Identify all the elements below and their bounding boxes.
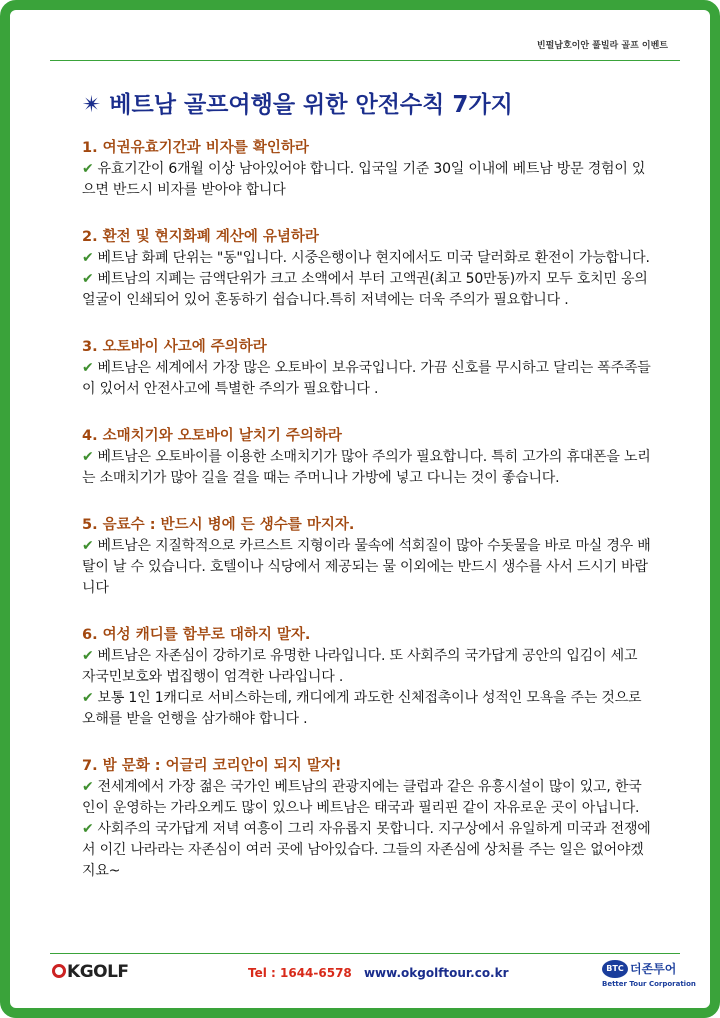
header-text: 빈펄남호이안 풀빌라 골프 이벤트 [536,41,668,51]
section-2 [82,227,654,311]
section-item [82,777,654,819]
section-title: 6. 여성 캐디를 함부로 대하지 말자. [82,627,311,643]
section-4 [82,426,654,489]
section-title: 1. 여권유효기간과 비자를 확인하라 [82,140,309,156]
section-5 [82,515,654,599]
section-title: 3. 오토바이 사고에 주의하라 [82,339,267,355]
section-item [82,159,654,201]
section-title: 2. 환전 및 현지화폐 계산에 유념하라 [82,229,319,245]
check-icon: ✔ [82,648,94,664]
item-text: 전세계에서 가장 젊은 국가인 베트남의 관광지에는 클럽과 같은 유흥시설이 많이 있고, 한국인이 운영하는 가라오케도 많이 있으나 베트남은 태국과 필리핀 같이 자유로운 곳이 아닙니다. [82,779,642,816]
check-icon: ✔ [82,779,94,795]
btc-subtitle: Better Tour Corporation [602,979,696,988]
content-area [82,138,654,908]
item-text: 베트남은 세계에서 가장 많은 오토바이 보유국입니다. 가끔 신호를 무시하고 달리는 폭주족들이 있어서 안전사고에 특별한 주의가 필요합니다 . [82,360,651,397]
item-text: 베트남의 지폐는 금액단위가 크고 소액에서 부터 고액권(최고 50만동)까지 모두 호치민 옹의 얼굴이 인쇄되어 있어 혼동하기 쉽습니다.특히 저녁에는 더욱 주의가 필요합니다 . [82,271,648,308]
check-icon: ✔ [82,821,94,837]
section-7 [82,756,654,882]
btc-badge: BTC [602,960,628,978]
star-icon: ✴ [82,92,102,118]
section-item [82,447,654,489]
item-text: 유효기간이 6개월 이상 남아있어야 합니다. 입국일 기준 30일 이내에 베트남 방문 경험이 있으면 반드시 비자를 받아야 합니다 [82,161,646,198]
item-text: 베트남은 오토바이를 이용한 소매치기가 많아 주의가 필요합니다. 특히 고가의 휴대폰을 노리는 소매치기가 많아 길을 걸을 때는 주머니나 가방에 넣고 다니는 것이 좋습니다. [82,449,651,486]
section-item [82,819,654,882]
item-text: 사회주의 국가답게 저녁 여흥이 그리 자유롭지 못합니다. 지구상에서 유일하게 미국과 전쟁에서 이긴 나라라는 자존심이 여러 곳에 남아있습다. 그들의 자존심에 상처를 주는 일은 없어야겠지요~ [82,821,651,879]
section-6 [82,625,654,730]
page-title-text: 베트남 골프여행을 위한 안전수칙 7가지 [109,92,513,118]
header-divider [50,60,680,61]
item-text: 베트남 화폐 단위는 "동"입니다. 시중은행이나 현지에서도 미국 달러화로 환전이 가능합니다. [97,250,650,266]
item-text: 베트남은 자존심이 강하기로 유명한 나라입니다. 또 사회주의 국가답게 공안의 입김이 세고 자국민보호와 법집행이 엄격한 나라입니다 . [82,648,638,685]
item-text: 베트남은 지질학적으로 카르스트 지형이라 물속에 석회질이 많아 수돗물을 바로 마실 경우 배탈이 날 수 있습니다. 호텔이나 식당에서 제공되는 물 이외에는 반드시 생수를 사서 드시기 바랍니다 [82,538,651,596]
page-title [82,86,513,119]
check-icon: ✔ [82,271,94,287]
section-item [82,358,654,400]
okgolf-logo [52,962,129,982]
btc-logo [602,958,696,988]
btc-name: 더존투어 [630,962,677,976]
contact-info [248,966,509,980]
logo-ok-letter: K [67,962,80,982]
section-1 [82,138,654,201]
check-icon: ✔ [82,449,94,465]
section-item [82,269,654,311]
check-icon: ✔ [82,690,94,706]
section-item [82,536,654,599]
check-icon: ✔ [82,161,94,177]
item-text: 보통 1인 1캐디로 서비스하는데, 캐디에게 과도한 신체접촉이나 성적인 모욕을 주는 것으로 오해를 받을 언행을 삼가해야 합니다 . [82,690,642,727]
logo-golf-text: GOLF [79,962,129,982]
section-title: 5. 음료수 : 반드시 병에 든 생수를 마지자. [82,517,355,533]
section-title: 7. 밤 문화 : 어글리 코리안이 되지 말자! [82,758,342,774]
section-item [82,688,654,730]
website-link[interactable]: www.okgolftour.co.kr [363,966,509,980]
logo-ring-icon [52,964,66,978]
check-icon: ✔ [82,538,94,554]
tel-text: Tel : 1644-6578 [248,966,352,980]
section-3 [82,337,654,400]
section-title: 4. 소매치기와 오토바이 날치기 주의하라 [82,428,342,444]
section-item [82,248,654,269]
footer-divider [50,953,680,954]
check-icon: ✔ [82,250,94,266]
check-icon: ✔ [82,360,94,376]
section-item [82,646,654,688]
